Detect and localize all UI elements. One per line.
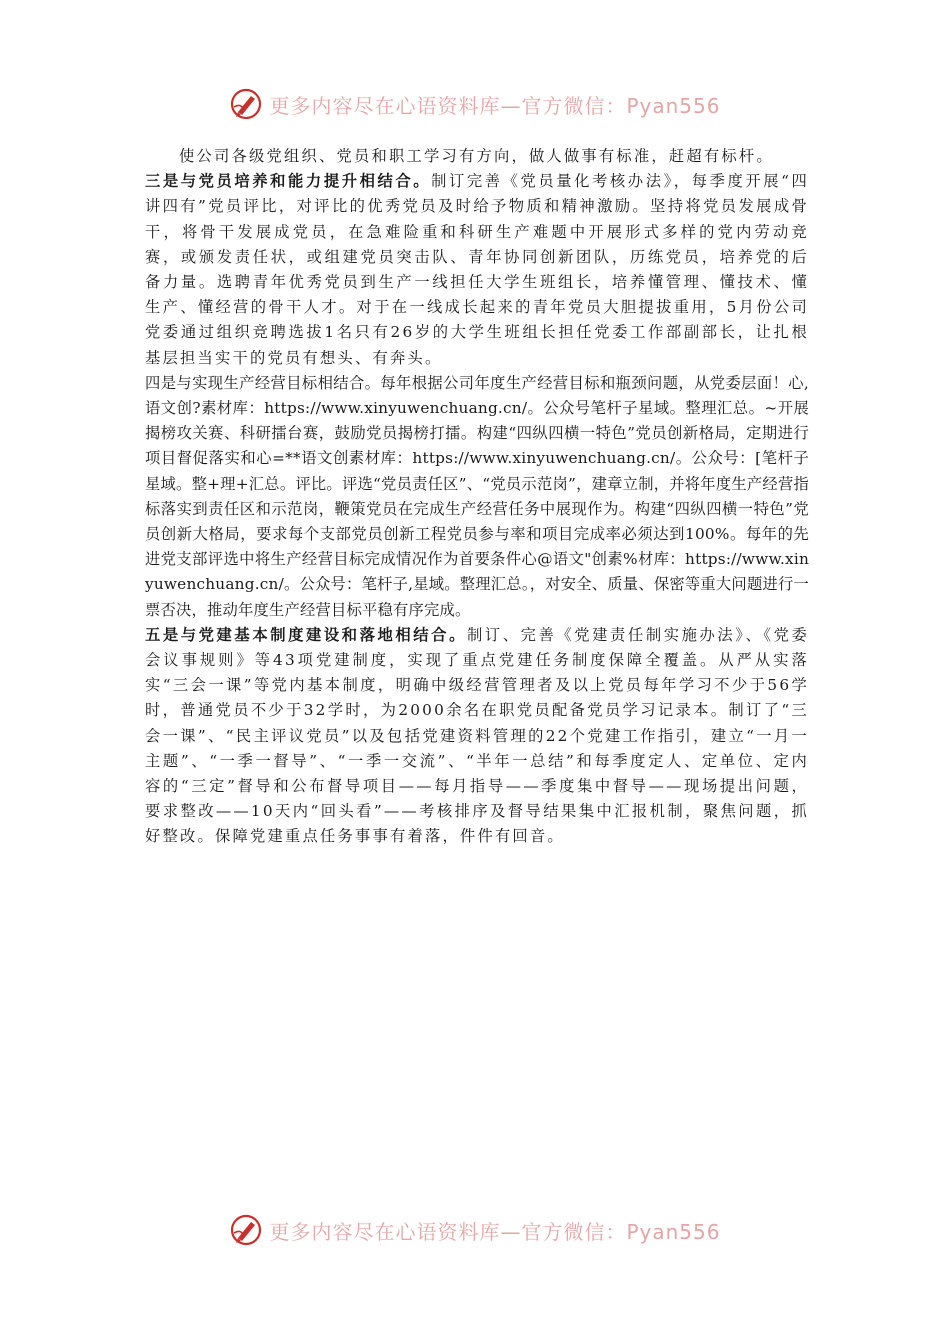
paragraph-4-text: 制订、完善《党建责任制实施办法》、《党委会议事规则》等43项党建制度，实现了重点党建任务制度保障全覆盖。从严从实落实“三会一课”等党内基本制度，明确中级经营管理者及以上党员每年学习不少于56学时，普通党员不少于32学时，为2000余名在职党员配备党员学习记录本。制订了“三会一课”、“民主评议党员”以及包括党建资料管理的22个党建工作指引，建立“一月一主题”、“一季一督导”、“一季一交流”、“半年一总结”和每季度定人、定单位、定内容的“三定”督导和公布督导项目——每月指导——季度集中督导——现场提出问题，要求整改——10天内“回头看”——考核排序及督导结果集中汇报机制，聚焦问题，抓好整改。保障党建重点任务事事有着落，件件有回音。 — [145, 625, 809, 846]
paragraph-4-heading: 五是与党建基本制度建设和落地相结合。 — [145, 625, 467, 644]
header-banner — [0, 84, 950, 124]
document-body — [145, 144, 809, 850]
paragraph-1: 使公司各级党组织、党员和职工学习有方向，做人做事有标准，赶超有标杆。 — [179, 147, 774, 165]
pen-logo-icon — [229, 1213, 263, 1247]
paragraph-2 — [145, 169, 809, 371]
paragraph-2-text: 制订完善《党员量化考核办法》，每季度开展“四讲四有”党员评比，对评比的优秀党员及时给予物质和精神激励。坚持将党员发展成骨干，将骨干发展成党员，在急难险重和科研生产难题中开展形式多样的党内劳动竞赛，或颁发责任状，或组建党员突击队、青年协同创新团队，历练党员，培养党的后备力量。选聘青年优秀党员到生产一线担任大学生班组长，培养懂管理、懂技术、懂生产、懂经营的骨干人才。对于在一线成长起来的青年党员大胆提拔重用，5月份公司党委通过组织竞聘选拔1名只有26岁的大学生班组长担任党委工作部副部长，让扎根基层担当实干的党员有想头、有奔头。 — [145, 172, 809, 367]
paragraph-4 — [145, 623, 809, 850]
banner-text: 更多内容尽在心语资料库—官方微信：Pyan556 — [269, 1219, 721, 1244]
footer-banner — [0, 1210, 950, 1250]
paragraph-2-heading: 三是与党员培养和能力提升相结合。 — [145, 172, 432, 191]
paragraph-3: 四是与实现生产经营目标相结合。每年根据公司年度生产经营目标和瓶颈问题，从党委层面！心,语文创?素材库：https://www.xinyuwenchuang.cn/。公众号笔杆子星域。整理汇总。~开展揭榜攻关赛、科研擂台赛，鼓励党员揭榜打擂。构建“四纵四横一特色”党员创新格局，定期进行项目督促落实和心=**语文创素材库：https://www.xinyuwenchuang.cn/。公众号：[笔杆子星域。整+理+汇总。评比。评选“党员责任区”、“党员示范岗”，建章立制，并将年度生产经营指标落实到责任区和示范岗，鞭策党员在完成生产经营任务中展现作为。构建“四纵四横一特色”党员创新大格局，要求每个支部党员创新工程党员参与率和项目完成率必须达到100%。每年的先进党支部评选中将生产经营目标完成情况作为首要条件心@语文"创素%材库：https://www.xinyuwenchuang.cn/。公众号：笔杆子,星域。整理汇总。，对安全、质量、保密等重大问题进行一票否决，推动年度生产经营目标平稳有序完成。 — [145, 373, 809, 619]
banner-text: 更多内容尽在心语资料库—官方微信：Pyan556 — [269, 93, 721, 118]
pen-logo-icon — [229, 87, 263, 121]
